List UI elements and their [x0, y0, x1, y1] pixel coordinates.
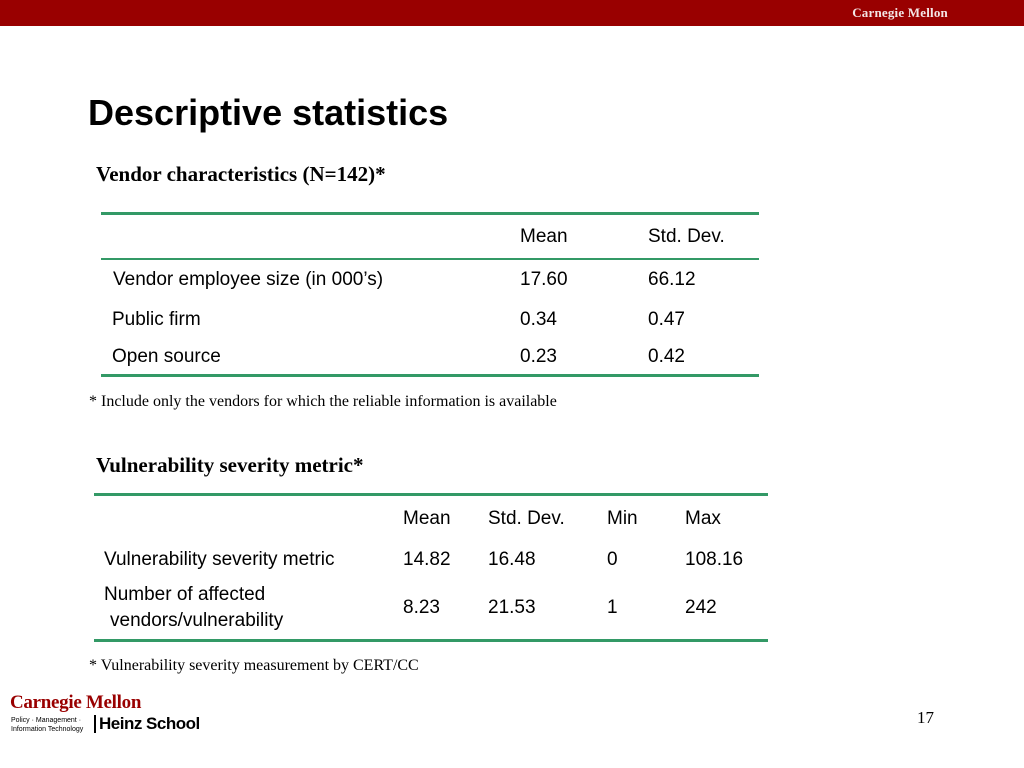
logo-subtitle-line: Information Technology	[11, 726, 84, 733]
logo-carnegie-mellon: Carnegie Mellon	[10, 692, 142, 713]
logo-subtitle-line: Policy · Management ·	[11, 717, 82, 724]
header-brand: Carnegie Mellon	[852, 5, 948, 20]
table-row	[101, 340, 759, 376]
row-label-line: Number of affected	[104, 584, 266, 605]
vendor-characteristics-table	[101, 212, 759, 377]
slide-title: Descriptive statistics	[88, 92, 449, 133]
column-header-max: Max	[685, 508, 721, 529]
row-label: Vulnerability severity metric	[104, 548, 335, 570]
cell-mean: 14.82	[403, 548, 451, 570]
cell-min: 1	[607, 597, 618, 618]
column-header-mean: Mean	[520, 214, 648, 260]
logo-divider	[94, 715, 96, 733]
cell-std-dev: 21.53	[488, 597, 536, 618]
table-row	[94, 577, 768, 641]
logo-subtitle	[11, 716, 93, 734]
page-number: 17	[917, 708, 934, 727]
cell-std-dev: 0.47	[648, 309, 685, 330]
column-header-min: Min	[607, 508, 638, 529]
vendor-footnote: * Include only the vendors for which the reliable information is available	[89, 393, 557, 410]
table-row	[101, 259, 759, 300]
vulnerability-table-heading: Vulnerability severity metric*	[96, 453, 364, 477]
vendor-table-heading: Vendor characteristics (N=142)*	[96, 162, 386, 186]
cell-mean: 17.60	[520, 269, 568, 290]
column-header	[101, 214, 520, 260]
cell-std-dev: 66.12	[648, 269, 696, 290]
vulnerability-footnote: * Vulnerability severity measurement by CERT/CC	[89, 657, 419, 674]
column-header	[94, 495, 403, 543]
heinz-school-logo	[10, 692, 200, 737]
table-header-row	[101, 214, 759, 260]
vulnerability-severity-table	[94, 493, 768, 642]
column-header-mean: Mean	[403, 508, 451, 529]
cell-mean: 8.23	[403, 597, 440, 618]
cell-max: 242	[685, 597, 717, 618]
cell-std-dev: 16.48	[488, 548, 536, 570]
row-label: Vendor employee size (in 000’s)	[113, 269, 384, 290]
row-label: Public firm	[112, 309, 201, 330]
column-header-std-dev: Std. Dev.	[488, 508, 565, 529]
row-label-line: vendors/vulnerability	[110, 610, 284, 631]
table-header-row	[94, 495, 768, 543]
cell-std-dev: 0.42	[648, 346, 685, 367]
row-label	[94, 577, 403, 641]
cell-max: 108.16	[685, 548, 744, 570]
table-row	[94, 542, 768, 577]
row-label: Open source	[112, 346, 221, 367]
cell-mean: 0.34	[520, 309, 557, 330]
cell-mean: 0.23	[520, 346, 557, 367]
logo-heinz-school: Heinz School	[99, 714, 200, 733]
table-row	[101, 300, 759, 340]
cell-min: 0	[607, 548, 618, 570]
top-bar	[0, 0, 1024, 26]
column-header-std-dev: Std. Dev.	[648, 214, 759, 260]
